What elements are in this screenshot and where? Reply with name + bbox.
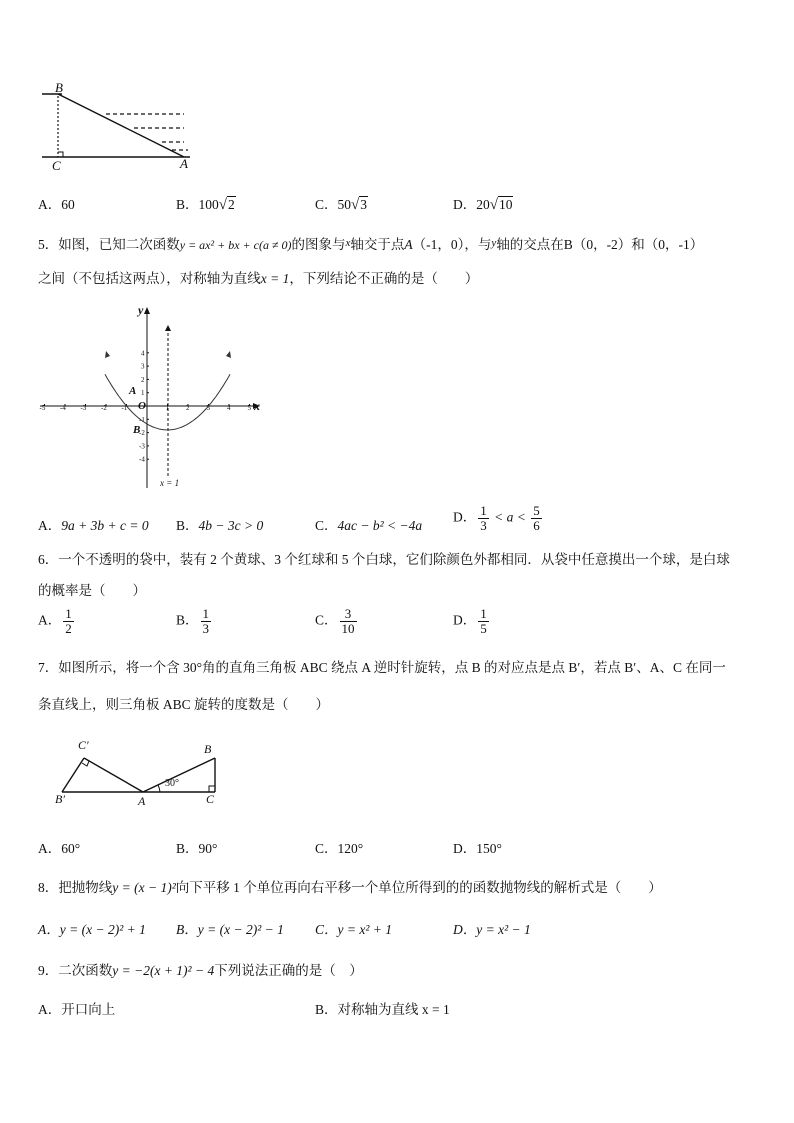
q5-option-a-expr: 9a + 3b + c = 0 (61, 518, 149, 533)
q4-option-d-text: D．20 (453, 197, 490, 212)
q6-option-a-den: 2 (65, 621, 72, 636)
q5-y-tick-label: -4 (139, 455, 145, 464)
q4-label-b: B (55, 80, 63, 95)
q4-option-b: B．100√2 (176, 197, 235, 213)
q7-angle-label: 30° (165, 778, 179, 789)
q5-formula: y = ax² + bx + c(a ≠ 0) (179, 238, 292, 252)
q6-stem-line2: 的概率是（ ） (38, 583, 146, 598)
q5-y-tick-label: 3 (141, 362, 145, 371)
q5-graph-origin-label: O (138, 400, 146, 412)
q8-text-1: 8．把抛物线 (38, 880, 113, 895)
q5-y-tick-label: 4 (141, 349, 145, 358)
q5-text-3: 轴交于点 (350, 237, 405, 252)
q8-option-c: C．y = x² + 1 (315, 922, 393, 937)
q7-label-b-prime: B′ (55, 792, 65, 806)
q7-side-a-b (143, 758, 215, 792)
q4-option-c-radicand: 3 (360, 197, 367, 212)
q5-option-d-prefix: D． (453, 509, 477, 525)
q6-option-b-den: 3 (202, 621, 210, 636)
q5-x-tick-label: 1 (165, 404, 169, 412)
q9-formula: y = −2(x + 1)² − 4 (112, 963, 215, 978)
q7-side-c-prime-a (84, 758, 143, 792)
q6-option-d-prefix: D． (453, 612, 477, 628)
q5-axis-formula: x = 1 (260, 271, 290, 286)
q5-graph-point-a: A (129, 385, 137, 397)
q5-x-tick-label: 4 (227, 404, 231, 412)
q5-option-b-expr: 4b − 3c > 0 (198, 518, 264, 533)
q9-text-1: 9．二次函数 (38, 963, 113, 978)
q7-stem-line2: 条直线上，则三角板 ABC 旋转的度数是（ ） (38, 697, 330, 712)
q4-option-b-radicand: 2 (228, 197, 235, 212)
q5-option-c-expr: 4ac − b² < −4a (337, 518, 423, 533)
q4-option-c-text: C．50 (315, 197, 352, 212)
q7-angle-arc (158, 785, 160, 792)
q7-label-b: B (204, 742, 212, 756)
q5-option-c-prefix: C． (315, 518, 338, 533)
q5-y-tick-label: -1 (139, 415, 145, 424)
q5-x-tick-label: 2 (186, 404, 190, 412)
q8-formula: y = (x − 1)² (112, 880, 176, 895)
q4-option-b-text: B．100 (176, 197, 219, 212)
q5-graph-y-label: y (138, 303, 144, 317)
q5-option-b-prefix: B． (176, 518, 199, 533)
q8-option-a: A．y = (x − 2)² + 1 (38, 922, 146, 937)
q8-option-d: D．y = x² − 1 (453, 922, 531, 937)
q6-option-c-den: 10 (341, 621, 355, 636)
q5-x-tick-label: -2 (101, 404, 107, 412)
q7-option-a: A．60° (38, 841, 81, 856)
q8-option-b: B．y = (x − 2)² − 1 (176, 922, 284, 937)
q6-option-c-num: 3 (340, 607, 357, 622)
q5-option-d-mid: < a < (490, 509, 530, 525)
q6-option-d-num: 1 (480, 606, 487, 621)
q5-y-tick-label: 1 (141, 389, 145, 398)
q5-option-d-num1: 1 (480, 503, 487, 518)
q7-option-d: D．150° (453, 841, 502, 856)
q5-graph-point-b: B (133, 424, 141, 436)
q5-x-tick-label: -1 (121, 404, 128, 412)
q4-label-a: A (180, 156, 188, 171)
q7-option-c: C．120° (315, 841, 364, 856)
q9-option-b: B．对称轴为直线 x = 1 (315, 1002, 450, 1017)
q4-label-c: C (52, 158, 61, 173)
q6-option-b-prefix: B． (176, 612, 199, 628)
q5-text-6: 之间（不包括这两点），对称轴为直线 (38, 271, 261, 286)
q7-right-angle-c-prime (82, 761, 89, 766)
q5-point-a: A (404, 237, 413, 252)
q7-label-a: A (138, 794, 146, 808)
q4-option-a: A．60 (38, 197, 75, 212)
q6-option-d-den: 5 (480, 621, 487, 636)
q5-graph-x-label: x (254, 399, 260, 413)
q4-option-c: C．50√3 (315, 197, 367, 213)
q5-x-tick-label: 5 (247, 404, 251, 412)
q5-var-y: y (491, 237, 497, 249)
q6-option-b-num: 1 (202, 606, 210, 621)
q5-text-5: 轴的交点在B（0，-2）和（0，-1） (496, 237, 704, 252)
q9-text-2: 下列说法正确的是（ ） (214, 963, 363, 978)
q5-x-tick-label: -4 (60, 404, 66, 412)
q4-option-d-radicand: 10 (498, 197, 513, 212)
q5-y-tick-label: -2 (139, 429, 145, 438)
q9-stem (38, 960, 363, 982)
q7-stem-line1: 7．如图所示，将一个含 30°角的直角三角板 ABC 绕点 A 逆时针旋转，点 B 的对应点是点 B′，若点 B′、A、C 在同一 (38, 660, 726, 675)
q5-y-tick-label: -3 (139, 442, 145, 451)
q5-option-d-den1: 3 (480, 518, 487, 533)
q5-graph-axis-caption: x = 1 (160, 478, 180, 488)
q6-stem-line1: 6．一个不透明的袋中，装有 2 个黄球、3 个红球和 5 个白球，它们除颜色外都相同．从袋中任意摸出一个球，是白球 (38, 552, 730, 567)
q6-option-a-num: 1 (65, 606, 72, 621)
q5-text-7: ，下列结论不正确的是（ ） (289, 271, 479, 286)
q5-var-x: x (345, 237, 351, 249)
q5-option-d-den2: 6 (533, 518, 540, 533)
q7-label-c: C (206, 792, 215, 806)
q5-text-4: （-1，0），与 (412, 237, 492, 252)
q6-option-a-prefix: A． (38, 612, 62, 628)
q5-x-tick-label: 3 (206, 404, 210, 412)
q9-option-a: A．开口向上 (38, 1002, 116, 1017)
q4-option-d: D．20√10 (453, 197, 513, 213)
q6-option-c-prefix: C． (315, 612, 338, 628)
q8-text-2: 向下平移 1 个单位再向右平移一个单位所得到的的函数抛物线的解析式是（ ） (175, 880, 662, 895)
q5-y-tick-label: 2 (141, 375, 145, 384)
q7-option-b: B．90° (176, 841, 218, 856)
q7-label-c-prime: C′ (78, 738, 89, 752)
q5-x-tick-label: -3 (80, 404, 87, 412)
q5-text-1: 5．如图，已知二次函数 (38, 237, 180, 252)
q8-stem (38, 877, 662, 899)
q5-option-a-prefix: A． (38, 518, 62, 533)
q5-option-d-num2: 5 (533, 503, 540, 518)
q7-side-b-prime-c-prime (62, 758, 84, 792)
q5-text-2: 的图象与 (291, 237, 346, 252)
q5-x-tick-label: -5 (39, 404, 46, 412)
